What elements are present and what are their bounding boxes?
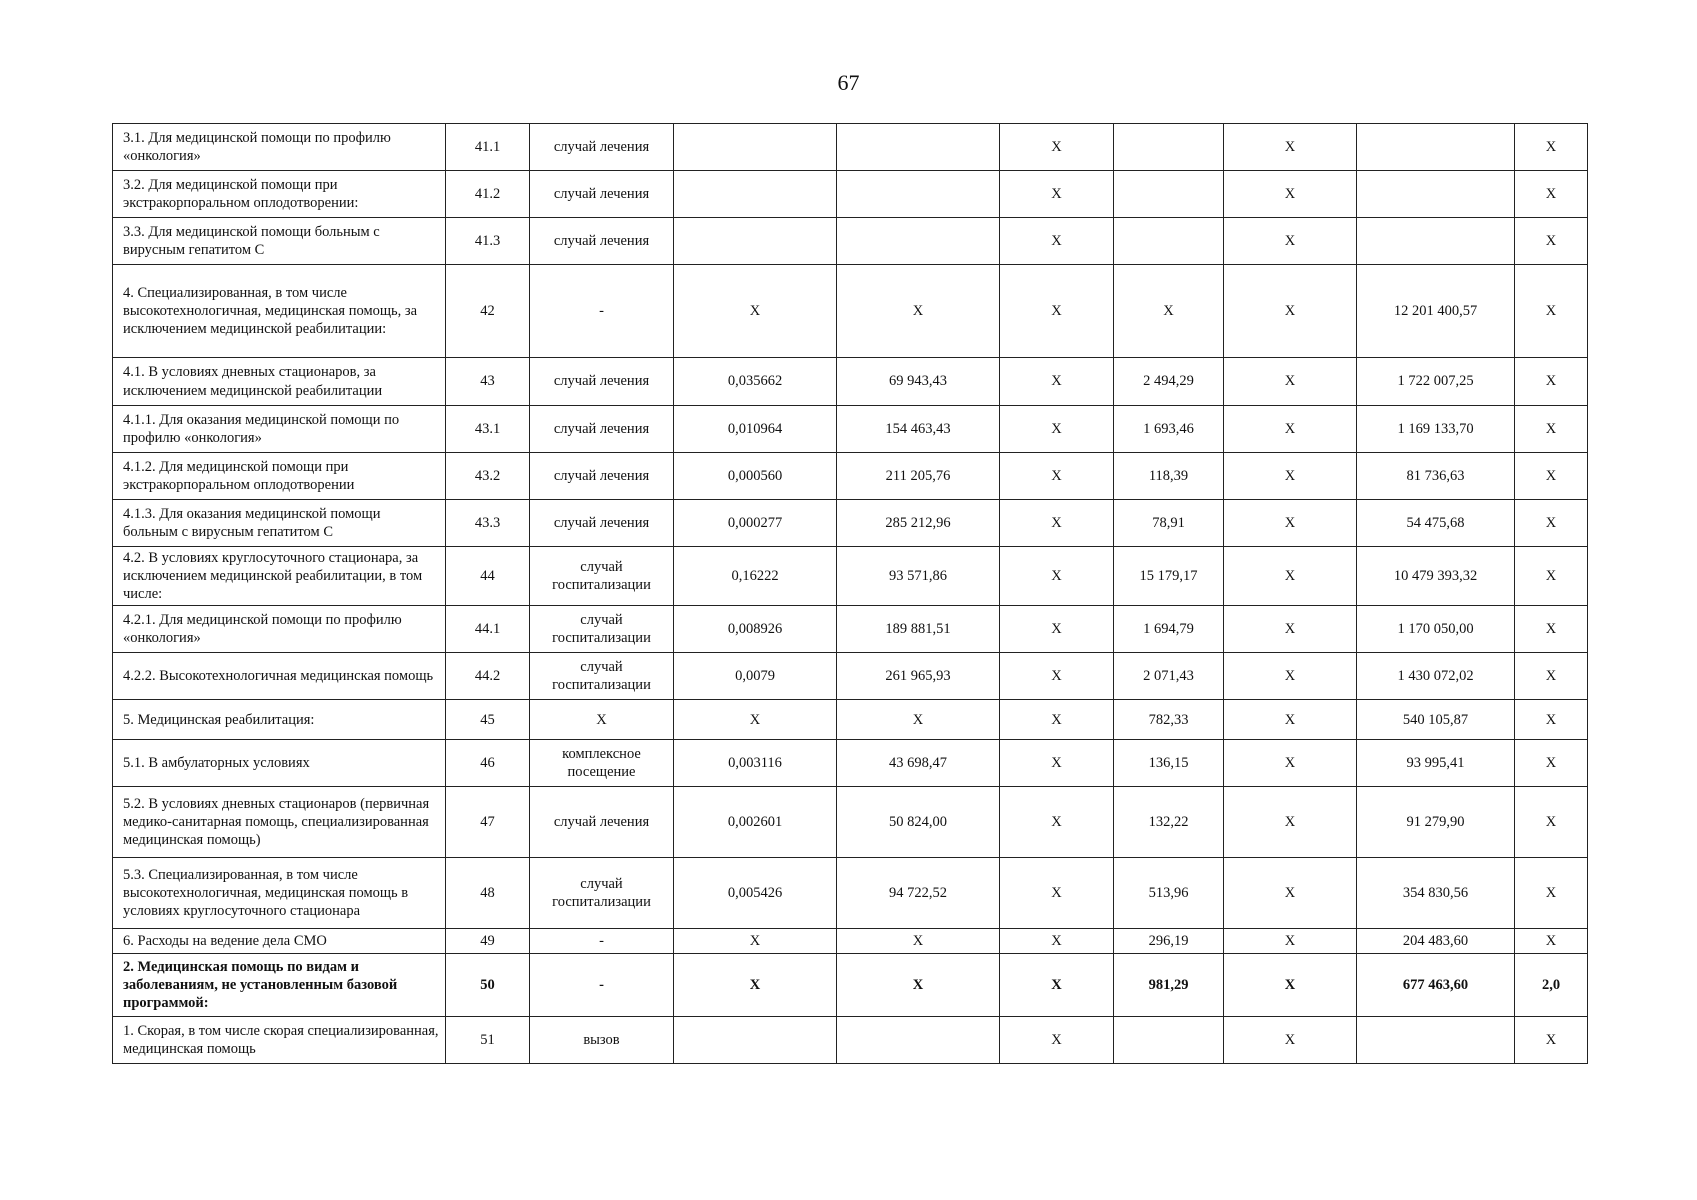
name-cell: 5. Медицинская реабилитация: <box>113 700 446 740</box>
col7-cell: 981,29 <box>1114 954 1224 1017</box>
col8-cell: X <box>1224 858 1357 929</box>
unit-cell: случай лечения <box>530 218 674 265</box>
col5-cell: X <box>837 265 1000 358</box>
col10-cell: X <box>1515 406 1588 453</box>
table-row <box>113 740 1588 787</box>
name-cell: 4.2.2. Высокотехнологичная медицинская помощь <box>113 653 446 700</box>
name-cell: 4. Специализированная, в том числе высокотехнологичная, медицинская помощь, за исключением медицинской реабилитации: <box>113 265 446 358</box>
col4-cell: X <box>674 700 837 740</box>
col8-cell: X <box>1224 218 1357 265</box>
col5-cell: 285 212,96 <box>837 500 1000 547</box>
col6-cell: X <box>1000 218 1114 265</box>
col5-cell <box>837 124 1000 171</box>
col10-cell: X <box>1515 358 1588 406</box>
col9-cell: 1 169 133,70 <box>1357 406 1515 453</box>
col8-cell: X <box>1224 740 1357 787</box>
col5-cell: 50 824,00 <box>837 787 1000 858</box>
code-cell: 50 <box>446 954 530 1017</box>
col9-cell <box>1357 124 1515 171</box>
col7-cell: 1 694,79 <box>1114 606 1224 653</box>
table-row <box>113 547 1588 606</box>
col6-cell: X <box>1000 858 1114 929</box>
code-cell: 41.3 <box>446 218 530 265</box>
col6-cell: X <box>1000 740 1114 787</box>
name-cell: 3.2. Для медицинской помощи при экстракорпоральном оплодотворении: <box>113 171 446 218</box>
col10-cell: X <box>1515 547 1588 606</box>
table-row <box>113 858 1588 929</box>
col6-cell: X <box>1000 929 1114 954</box>
col8-cell: X <box>1224 954 1357 1017</box>
col4-cell: 0,0079 <box>674 653 837 700</box>
name-cell: 1. Скорая, в том числе скорая специализированная, медицинская помощь <box>113 1017 446 1064</box>
col8-cell: X <box>1224 453 1357 500</box>
col6-cell: X <box>1000 653 1114 700</box>
name-cell: 5.2. В условиях дневных стационаров (первичная медико-санитарная помощь, специализированная медицинская помощь) <box>113 787 446 858</box>
table-row <box>113 929 1588 954</box>
col10-cell: X <box>1515 500 1588 547</box>
col8-cell: X <box>1224 787 1357 858</box>
name-cell: 4.2. В условиях круглосуточного стационара, за исключением медицинской реабилитации, в том числе: <box>113 547 446 606</box>
col10-cell: X <box>1515 1017 1588 1064</box>
code-cell: 42 <box>446 265 530 358</box>
col5-cell: 94 722,52 <box>837 858 1000 929</box>
col9-cell <box>1357 171 1515 218</box>
page-number: 67 <box>837 70 860 95</box>
table-row <box>113 787 1588 858</box>
table-row <box>113 500 1588 547</box>
code-cell: 47 <box>446 787 530 858</box>
code-cell: 44.1 <box>446 606 530 653</box>
name-cell: 2. Медицинская помощь по видам и заболеваниям, не установленным базовой программой: <box>113 954 446 1017</box>
table-row <box>113 453 1588 500</box>
unit-cell: комплексное посещение <box>530 740 674 787</box>
col9-cell: 93 995,41 <box>1357 740 1515 787</box>
col7-cell: 2 071,43 <box>1114 653 1224 700</box>
col9-cell <box>1357 1017 1515 1064</box>
col6-cell: X <box>1000 171 1114 218</box>
data-table <box>112 123 1588 1064</box>
unit-cell: случай лечения <box>530 500 674 547</box>
col8-cell: X <box>1224 929 1357 954</box>
col10-cell: 2,0 <box>1515 954 1588 1017</box>
col10-cell: X <box>1515 740 1588 787</box>
col4-cell: X <box>674 929 837 954</box>
col4-cell: 0,000560 <box>674 453 837 500</box>
col4-cell <box>674 171 837 218</box>
unit-cell: случай лечения <box>530 358 674 406</box>
col6-cell: X <box>1000 265 1114 358</box>
unit-cell: - <box>530 929 674 954</box>
name-cell: 3.3. Для медицинской помощи больным с вирусным гепатитом С <box>113 218 446 265</box>
col10-cell: X <box>1515 218 1588 265</box>
name-cell: 4.2.1. Для медицинской помощи по профилю «онкология» <box>113 606 446 653</box>
col6-cell: X <box>1000 954 1114 1017</box>
col9-cell: 540 105,87 <box>1357 700 1515 740</box>
unit-cell: случай лечения <box>530 171 674 218</box>
col8-cell: X <box>1224 700 1357 740</box>
code-cell: 43 <box>446 358 530 406</box>
col5-cell: 43 698,47 <box>837 740 1000 787</box>
col7-cell: 132,22 <box>1114 787 1224 858</box>
table-row <box>113 954 1588 1017</box>
unit-cell: случай лечения <box>530 406 674 453</box>
unit-cell: случай госпитализации <box>530 653 674 700</box>
col9-cell: 12 201 400,57 <box>1357 265 1515 358</box>
col6-cell: X <box>1000 787 1114 858</box>
col4-cell <box>674 124 837 171</box>
col9-cell: 354 830,56 <box>1357 858 1515 929</box>
code-cell: 46 <box>446 740 530 787</box>
col4-cell: X <box>674 265 837 358</box>
col9-cell: 1 722 007,25 <box>1357 358 1515 406</box>
table-row <box>113 653 1588 700</box>
col7-cell <box>1114 124 1224 171</box>
col6-cell: X <box>1000 358 1114 406</box>
name-cell: 4.1. В условиях дневных стационаров, за исключением медицинской реабилитации <box>113 358 446 406</box>
col9-cell: 10 479 393,32 <box>1357 547 1515 606</box>
col8-cell: X <box>1224 265 1357 358</box>
col9-cell: 1 170 050,00 <box>1357 606 1515 653</box>
name-cell: 4.1.1. Для оказания медицинской помощи по профилю «онкология» <box>113 406 446 453</box>
col5-cell: 93 571,86 <box>837 547 1000 606</box>
name-cell: 3.1. Для медицинской помощи по профилю «онкология» <box>113 124 446 171</box>
table-row <box>113 124 1588 171</box>
col4-cell <box>674 1017 837 1064</box>
code-cell: 45 <box>446 700 530 740</box>
col7-cell: 2 494,29 <box>1114 358 1224 406</box>
table-row <box>113 606 1588 653</box>
col5-cell: X <box>837 700 1000 740</box>
code-cell: 48 <box>446 858 530 929</box>
col10-cell: X <box>1515 124 1588 171</box>
col10-cell: X <box>1515 929 1588 954</box>
name-cell: 5.1. В амбулаторных условиях <box>113 740 446 787</box>
col7-cell: 136,15 <box>1114 740 1224 787</box>
col4-cell: 0,002601 <box>674 787 837 858</box>
name-cell: 4.1.2. Для медицинской помощи при экстракорпоральном оплодотворении <box>113 453 446 500</box>
table-row <box>113 358 1588 406</box>
col8-cell: X <box>1224 1017 1357 1064</box>
col7-cell: 118,39 <box>1114 453 1224 500</box>
code-cell: 51 <box>446 1017 530 1064</box>
col10-cell: X <box>1515 453 1588 500</box>
unit-cell: X <box>530 700 674 740</box>
col4-cell: 0,008926 <box>674 606 837 653</box>
col8-cell: X <box>1224 358 1357 406</box>
col5-cell <box>837 218 1000 265</box>
col8-cell: X <box>1224 124 1357 171</box>
col7-cell <box>1114 218 1224 265</box>
col6-cell: X <box>1000 700 1114 740</box>
col10-cell: X <box>1515 858 1588 929</box>
col9-cell <box>1357 218 1515 265</box>
col7-cell: 1 693,46 <box>1114 406 1224 453</box>
code-cell: 44.2 <box>446 653 530 700</box>
code-cell: 41.2 <box>446 171 530 218</box>
code-cell: 43.1 <box>446 406 530 453</box>
col7-cell: 296,19 <box>1114 929 1224 954</box>
name-cell: 5.3. Специализированная, в том числе высокотехнологичная, медицинская помощь в условиях круглосуточного стационара <box>113 858 446 929</box>
unit-cell: случай лечения <box>530 787 674 858</box>
col10-cell: X <box>1515 171 1588 218</box>
table-row <box>113 1017 1588 1064</box>
name-cell: 6. Расходы на ведение дела СМО <box>113 929 446 954</box>
col8-cell: X <box>1224 171 1357 218</box>
name-cell: 4.1.3. Для оказания медицинской помощи больным с вирусным гепатитом С <box>113 500 446 547</box>
col7-cell <box>1114 1017 1224 1064</box>
col5-cell: 189 881,51 <box>837 606 1000 653</box>
col4-cell: 0,005426 <box>674 858 837 929</box>
col7-cell: 15 179,17 <box>1114 547 1224 606</box>
col6-cell: X <box>1000 500 1114 547</box>
unit-cell: случай госпитализации <box>530 858 674 929</box>
col6-cell: X <box>1000 606 1114 653</box>
code-cell: 43.3 <box>446 500 530 547</box>
col8-cell: X <box>1224 653 1357 700</box>
col5-cell <box>837 1017 1000 1064</box>
code-cell: 49 <box>446 929 530 954</box>
unit-cell: случай госпитализации <box>530 547 674 606</box>
table-row <box>113 406 1588 453</box>
col7-cell: 78,91 <box>1114 500 1224 547</box>
col6-cell: X <box>1000 124 1114 171</box>
col4-cell: 0,035662 <box>674 358 837 406</box>
col10-cell: X <box>1515 265 1588 358</box>
col6-cell: X <box>1000 1017 1114 1064</box>
col9-cell: 1 430 072,02 <box>1357 653 1515 700</box>
unit-cell: случай лечения <box>530 124 674 171</box>
col4-cell <box>674 218 837 265</box>
unit-cell: случай госпитализации <box>530 606 674 653</box>
col9-cell: 204 483,60 <box>1357 929 1515 954</box>
col10-cell: X <box>1515 653 1588 700</box>
table-row <box>113 171 1588 218</box>
col10-cell: X <box>1515 700 1588 740</box>
col5-cell: 261 965,93 <box>837 653 1000 700</box>
col8-cell: X <box>1224 500 1357 547</box>
col5-cell <box>837 171 1000 218</box>
col4-cell: X <box>674 954 837 1017</box>
col5-cell: X <box>837 929 1000 954</box>
code-cell: 44 <box>446 547 530 606</box>
col9-cell: 54 475,68 <box>1357 500 1515 547</box>
col6-cell: X <box>1000 547 1114 606</box>
col5-cell: 211 205,76 <box>837 453 1000 500</box>
unit-cell: случай лечения <box>530 453 674 500</box>
table-row <box>113 218 1588 265</box>
col6-cell: X <box>1000 406 1114 453</box>
unit-cell: - <box>530 265 674 358</box>
col6-cell: X <box>1000 453 1114 500</box>
col8-cell: X <box>1224 406 1357 453</box>
col10-cell: X <box>1515 606 1588 653</box>
col5-cell: 69 943,43 <box>837 358 1000 406</box>
col9-cell: 81 736,63 <box>1357 453 1515 500</box>
col4-cell: 0,003116 <box>674 740 837 787</box>
col9-cell: 677 463,60 <box>1357 954 1515 1017</box>
col7-cell: 782,33 <box>1114 700 1224 740</box>
col5-cell: X <box>837 954 1000 1017</box>
code-cell: 43.2 <box>446 453 530 500</box>
col7-cell: 513,96 <box>1114 858 1224 929</box>
table-row <box>113 265 1588 358</box>
col4-cell: 0,16222 <box>674 547 837 606</box>
table-row <box>113 700 1588 740</box>
col8-cell: X <box>1224 606 1357 653</box>
col9-cell: 91 279,90 <box>1357 787 1515 858</box>
unit-cell: вызов <box>530 1017 674 1064</box>
col5-cell: 154 463,43 <box>837 406 1000 453</box>
col7-cell: X <box>1114 265 1224 358</box>
col4-cell: 0,000277 <box>674 500 837 547</box>
unit-cell: - <box>530 954 674 1017</box>
col8-cell: X <box>1224 547 1357 606</box>
col10-cell: X <box>1515 787 1588 858</box>
col7-cell <box>1114 171 1224 218</box>
col4-cell: 0,010964 <box>674 406 837 453</box>
code-cell: 41.1 <box>446 124 530 171</box>
